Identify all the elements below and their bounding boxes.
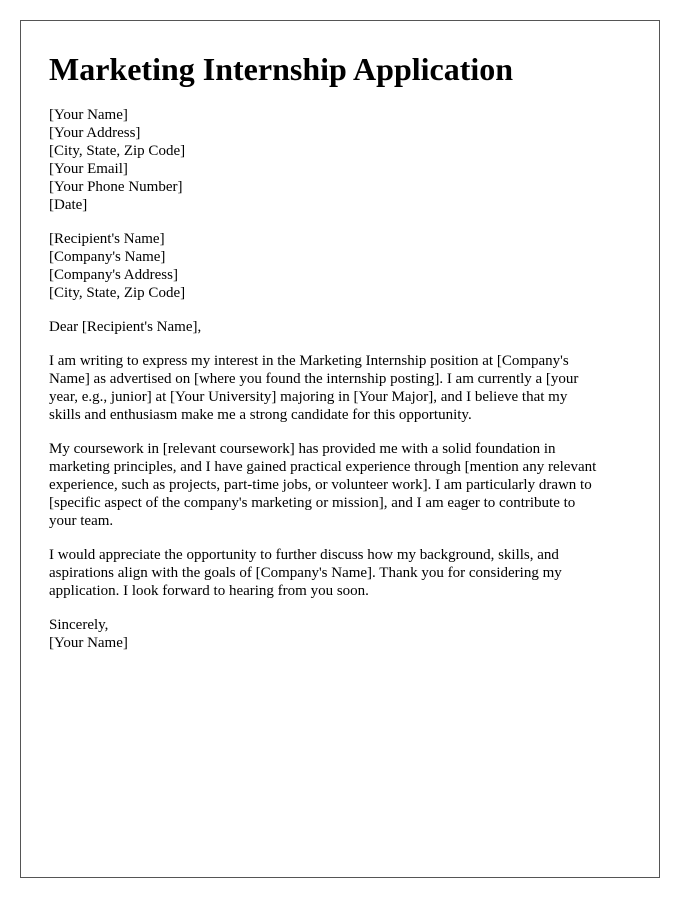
paragraph-line: [specific aspect of the company's marketing or mission], and I am eager to contribute to: [49, 495, 576, 511]
paragraph-line: application. I look forward to hearing from you soon.: [49, 583, 369, 599]
recipient-company-address: [Company's Address]: [49, 267, 178, 283]
paragraph-line: marketing principles, and I have gained practical experience through [mention any relevant: [49, 459, 597, 475]
closing-phrase: Sincerely,: [49, 617, 109, 633]
letter-date: [Date]: [49, 197, 88, 213]
sender-name: [Your Name]: [49, 107, 128, 123]
letter-page: [20, 20, 660, 878]
closing-block: [49, 616, 639, 652]
recipient-name: [Recipient's Name]: [49, 231, 165, 247]
sender-phone: [Your Phone Number]: [49, 179, 183, 195]
sender-city-state-zip: [City, State, Zip Code]: [49, 143, 186, 159]
paragraph-line: aspirations align with the goals of [Company's Name]. Thank you for considering my: [49, 565, 562, 581]
paragraph-line: Name] as advertised on [where you found the internship posting]. I am currently a [your: [49, 371, 579, 387]
paragraph-line: I would appreciate the opportunity to further discuss how my background, skills, and: [49, 547, 559, 563]
letter-title: Marketing Internship Application: [49, 51, 514, 87]
paragraph-line: your team.: [49, 513, 114, 529]
body-paragraph-2: [49, 440, 639, 530]
body-paragraph-3: [49, 546, 639, 600]
paragraph-line: year, e.g., junior] at [Your University] majoring in [Your Major], and I believe that my: [49, 389, 568, 405]
signature-name: [Your Name]: [49, 635, 128, 651]
recipient-company-name: [Company's Name]: [49, 249, 166, 265]
paragraph-line: My coursework in [relevant coursework] has provided me with a solid foundation in: [49, 441, 556, 457]
sender-email: [Your Email]: [49, 161, 128, 177]
salutation: [49, 318, 639, 336]
recipient-city-state-zip: [City, State, Zip Code]: [49, 285, 186, 301]
body-paragraph-1: [49, 352, 639, 424]
sender-address: [Your Address]: [49, 125, 141, 141]
paragraph-line: skills and enthusiasm make me a strong candidate for this opportunity.: [49, 407, 472, 423]
paragraph-line: I am writing to express my interest in the Marketing Internship position at [Company's: [49, 353, 569, 369]
sender-address-block: [49, 106, 639, 214]
paragraph-line: experience, such as projects, part-time jobs, or volunteer work]. I am particularly drawn to: [49, 477, 592, 493]
letter-content: [49, 51, 639, 652]
recipient-address-block: [49, 230, 639, 302]
salutation-text: Dear [Recipient's Name],: [49, 319, 202, 335]
